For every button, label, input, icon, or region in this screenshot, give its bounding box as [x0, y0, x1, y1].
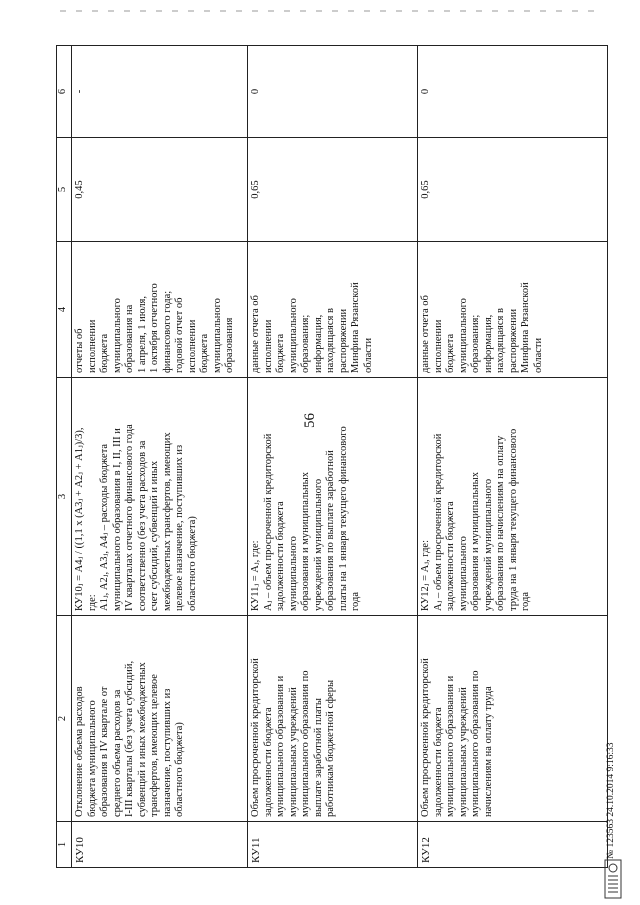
- indicator-source-cell-line: муниципального: [457, 298, 469, 373]
- indicator-source-cell-line: муниципального: [287, 298, 299, 373]
- indicator-name-cell-line: Объем просроченной кредиторской: [420, 658, 431, 817]
- indicator-source-cell-line: области: [362, 337, 374, 373]
- indicator-name-cell-line: задолженности бюджета: [432, 707, 444, 817]
- page-number: 56: [302, 413, 318, 428]
- indicator-formula-cell-line: целевое назначение, поступивших из: [174, 444, 185, 611]
- indicator-source-cell-line: находящаяся в: [325, 308, 336, 373]
- indicator-name-cell-line: трансфертов, имеющих целевое: [149, 674, 160, 817]
- indicator-formula-cell-line: муниципального: [287, 536, 299, 611]
- indicator-formula-cell-line: платы на 1 января текущего финансового: [337, 426, 349, 611]
- indicator-name-cell-line: назначение, поступивших из: [161, 688, 173, 817]
- indicator-source-cell-line: годовой отчет об: [174, 297, 185, 373]
- indicator-source-cell-line: образования: [224, 317, 235, 373]
- indicator-formula-cell: [248, 378, 418, 616]
- indicator-weight-cell: 0,65: [418, 138, 608, 242]
- indicator-source-cell-line: области: [532, 337, 544, 373]
- indicator-formula-cell-line: А1ⱼ, А2ⱼ, А3ⱼ, А4ⱼ – расходы бюджета: [99, 443, 110, 611]
- indicator-formula-cell-line: областного бюджета): [186, 516, 198, 611]
- indicator-name-cell-line: начислениям на оплату труда: [482, 686, 494, 817]
- indicator-code-cell: КУ10: [72, 822, 248, 868]
- indicator-name-cell: [418, 616, 608, 822]
- indicator-name-cell: [72, 616, 248, 822]
- indicator-source-cell-line: данные отчета об: [420, 295, 431, 373]
- indicator-formula-cell-line: задолженности бюджета: [275, 501, 286, 611]
- indicator-formula-cell-line: КУ12ⱼ = Аⱼ, где:: [420, 540, 431, 611]
- indicator-code-cell: КУ12: [418, 822, 608, 868]
- indicator-source-cell-line: исполнении: [432, 319, 444, 373]
- indicator-name-cell-line: среднего объема расходов за: [111, 689, 123, 817]
- indicator-source-cell-line: образования на: [124, 304, 135, 373]
- indicator-source-cell-line: исполнении: [262, 319, 274, 373]
- header-cell: 6: [57, 46, 72, 138]
- indicator-name-cell-line: выплате заработной платы: [312, 698, 324, 817]
- indicator-formula-cell-line: Аⱼ – объем просроченной кредиторской: [432, 433, 444, 611]
- indicator-name-cell-line: работникам бюджетной сферы: [325, 679, 336, 817]
- header-cell: 3: [57, 378, 72, 616]
- indicator-source-cell-line: Минфина Рязанской: [520, 282, 531, 373]
- indicator-source-cell-line: данные отчета об: [250, 295, 261, 373]
- table-row: [418, 46, 608, 868]
- header-cell: 2: [57, 616, 72, 822]
- indicator-name-cell-line: образования в IV квартале от: [99, 686, 110, 817]
- indicator-formula-cell: [72, 378, 248, 616]
- indicator-name-cell: [248, 616, 418, 822]
- table-header-row: [57, 46, 72, 868]
- rotated-table-container: [56, 46, 636, 868]
- indicator-source-cell-line: муниципального: [211, 298, 223, 373]
- indicator-formula-cell-line: КУ11ⱼ = Аⱼ, где:: [250, 540, 261, 611]
- indicator-formula-cell-line: образования по выплате заработной: [325, 450, 336, 611]
- indicator-formula-cell-line: муниципального: [457, 536, 469, 611]
- indicator-source-cell-line: 1 октября отчетного: [149, 283, 160, 373]
- indicator-formula-cell-line: соответственно (без учета расходов за: [136, 440, 148, 611]
- indicator-name-cell-line: бюджета муниципального: [86, 700, 98, 817]
- document-stamp: [596, 664, 626, 869]
- indicator-formula-cell-line: образования и муниципальных: [300, 472, 311, 611]
- indicator-name-cell-line: Объем просроченной кредиторской: [250, 658, 261, 817]
- indicator-formula-cell-line: задолженности бюджета: [445, 501, 456, 611]
- indicator-formula-cell-line: образования по начислениям на оплату: [495, 435, 506, 611]
- table-row: [248, 46, 418, 868]
- indicator-source-cell-line: исполнении: [86, 319, 98, 373]
- indicator-name-cell-line: муниципальных учреждений: [287, 687, 299, 817]
- indicator-name-cell-line: муниципального образования и: [445, 675, 456, 817]
- indicator-name-cell-line: областного бюджета): [174, 722, 185, 817]
- indicator-formula-cell-line: КУ10ⱼ = А4ⱼ / ((1,1 х (А3ⱼ + А2ⱼ + А1ⱼ)/3),: [74, 427, 85, 611]
- indicator-weight-cell: 0,65: [248, 138, 418, 242]
- indicator-source-cell-line: образования;: [300, 314, 311, 373]
- header-cell: 5: [57, 138, 72, 242]
- indicator-formula-cell-line: Аⱼ – объем просроченной кредиторской: [262, 433, 274, 611]
- indicator-name-cell-line: муниципального образования и: [275, 675, 286, 817]
- indicator-source-cell-line: распоряжении: [337, 308, 349, 373]
- indicator-source-cell-line: финансового года;: [161, 290, 173, 373]
- indicator-source-cell-line: бюджета: [445, 333, 456, 373]
- indicator-source-cell: [418, 242, 608, 378]
- indicator-formula-cell: [418, 378, 608, 616]
- consultant-logo-icon: [602, 858, 624, 900]
- indicator-source-cell-line: бюджета: [199, 333, 210, 373]
- indicator-source-cell-line: 1 апреля, 1 июля,: [136, 295, 148, 373]
- indicator-source-cell: [72, 242, 248, 378]
- indicator-formula-cell-line: межбюджетных трансфертов, имеющих: [161, 432, 173, 611]
- indicator-name-cell-line: муниципального образования по: [470, 670, 481, 817]
- indicator-source-cell-line: бюджета: [275, 333, 286, 373]
- header-cell: 4: [57, 242, 72, 378]
- indicator-formula-cell-line: счет субсидий, субвенций и иных: [149, 460, 160, 611]
- indicator-source-cell: [248, 242, 418, 378]
- indicator-source-cell-line: муниципального: [111, 298, 123, 373]
- indicator-table: [56, 45, 608, 868]
- indicator-formula-cell-line: труда на 1 января текущего финансового: [507, 428, 519, 611]
- indicator-formula-cell-line: муниципального образования в I, II, III и: [111, 428, 123, 611]
- indicator-source-cell-line: отчеты об: [74, 328, 85, 373]
- indicator-source-cell-line: образования;: [470, 314, 481, 373]
- indicator-col6-cell: 0: [248, 46, 418, 138]
- indicator-col6-cell: -: [72, 46, 248, 138]
- indicator-source-cell-line: исполнении: [186, 319, 198, 373]
- indicator-name-cell-line: Отклонение объема расходов: [74, 686, 85, 817]
- indicator-source-cell-line: Минфина Рязанской: [350, 282, 361, 373]
- indicator-name-cell-line: задолженности бюджета: [262, 707, 274, 817]
- table-row: [72, 46, 248, 868]
- indicator-source-cell-line: информация,: [312, 314, 324, 373]
- stamp-text: № 123563 24.10.2014 9:16:33: [606, 742, 616, 859]
- indicator-formula-cell-line: образования и муниципальных: [470, 472, 481, 611]
- indicator-source-cell-line: бюджета: [99, 333, 110, 373]
- scan-top-edge: [60, 0, 600, 4]
- indicator-code-cell: КУ11: [248, 822, 418, 868]
- indicator-formula-cell-line: IV кварталах отчетного финансового года: [124, 424, 135, 611]
- indicator-weight-cell: 0,45: [72, 138, 248, 242]
- indicator-name-cell-line: муниципального образования по: [300, 670, 311, 817]
- indicator-col6-cell: 0: [418, 46, 608, 138]
- indicator-formula-cell-line: где:: [86, 594, 98, 611]
- indicator-name-cell-line: муниципальных учреждений: [457, 687, 469, 817]
- indicator-source-cell-line: находящаяся в: [495, 308, 506, 373]
- indicator-name-cell-line: субвенций и иных межбюджетных: [136, 662, 148, 817]
- indicator-name-cell-line: I-III кварталы (без учета субсидий,: [124, 660, 135, 817]
- indicator-formula-cell-line: года: [520, 592, 531, 611]
- indicator-formula-cell-line: года: [350, 592, 361, 611]
- indicator-formula-cell-line: учреждений муниципального: [312, 478, 324, 611]
- indicator-formula-cell-line: учреждений муниципального: [482, 478, 494, 611]
- indicator-source-cell-line: информация,: [482, 314, 494, 373]
- indicator-source-cell-line: распоряжении: [507, 308, 519, 373]
- header-cell: 1: [57, 822, 72, 868]
